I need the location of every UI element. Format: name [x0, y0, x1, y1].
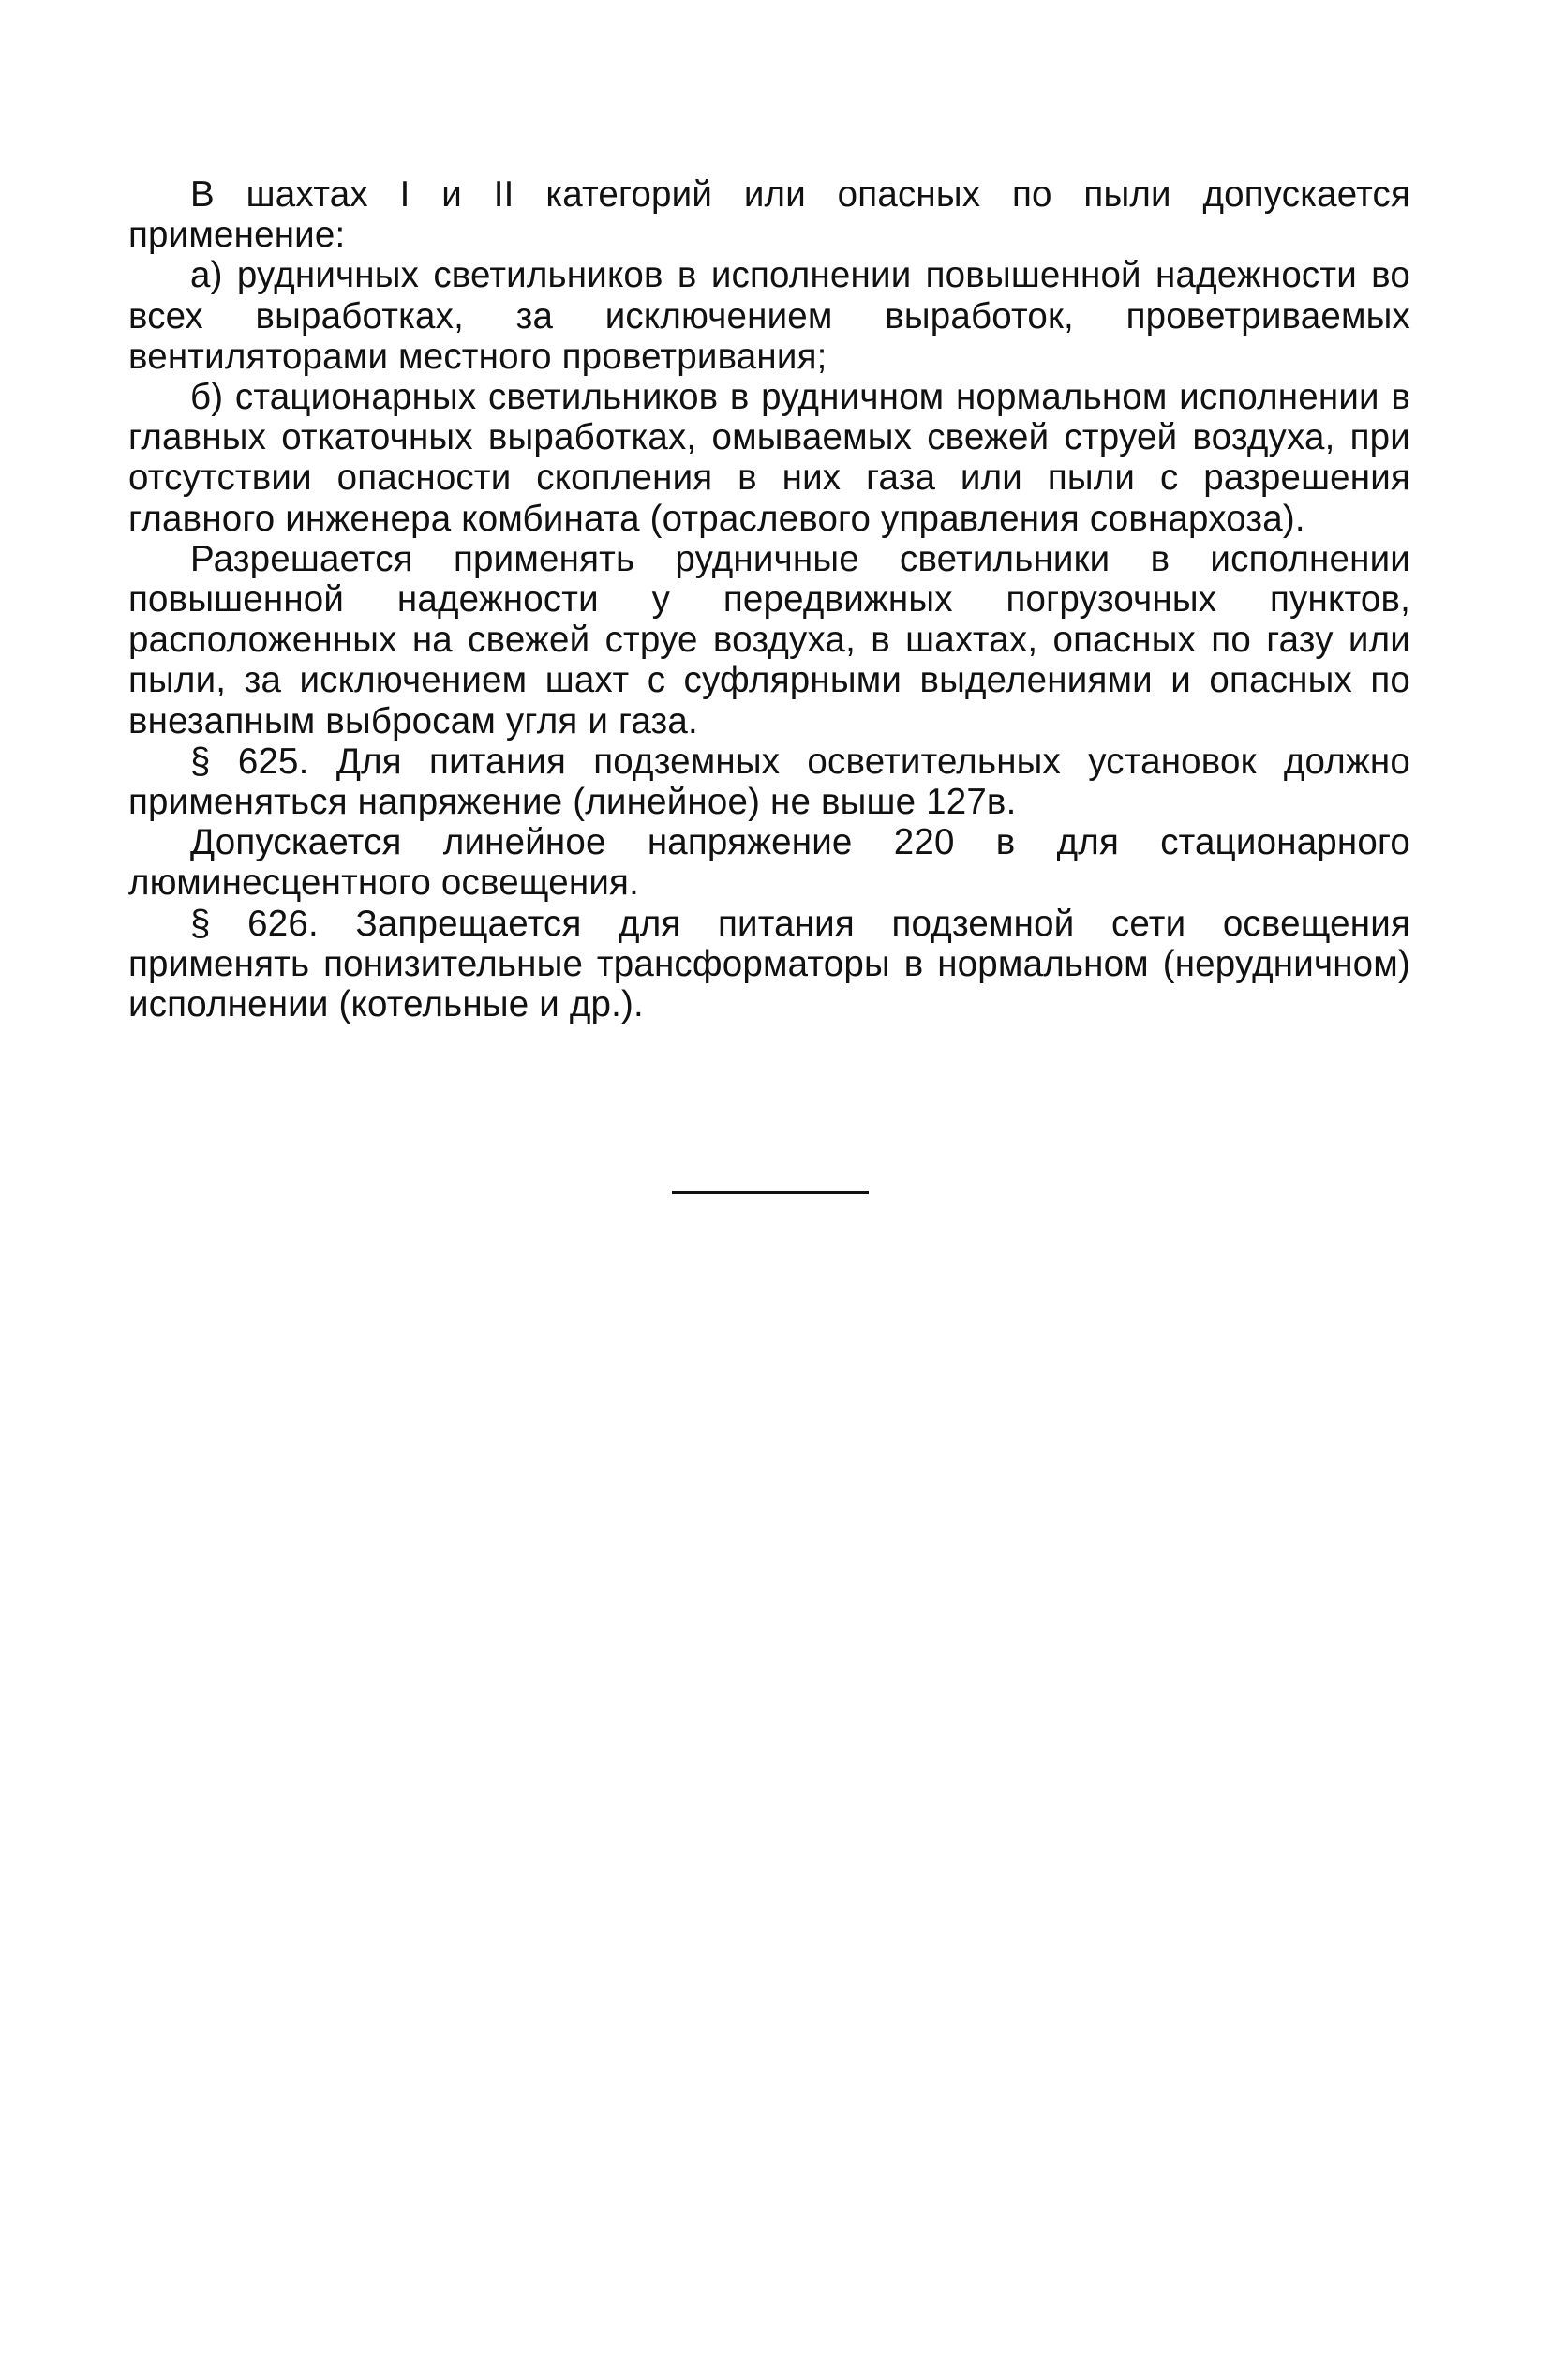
paragraph-voltage-220: Допускается линейное напряжение 220 в для стационарного люминесцентного освещения.: [128, 822, 1410, 904]
section-625-mark: § 625.: [190, 741, 309, 782]
section-626-mark: § 626.: [190, 903, 319, 944]
paragraph-item-b: б) стационарных светильников в рудничном нормальном исполнении в главных откаточных выработках, омываемых свежей струей воздуха, при отсутствии опасности скопления в них газа или пыли с разрешения главного инженера комбината (отраслевого управления совнархоза).: [128, 377, 1410, 539]
paragraph-item-a: а) рудничных светильников в исполнении повышенной надежности во всех выработках, за исключением выработок, проветриваемых вентиляторами местного проветривания;: [128, 255, 1410, 377]
section-625-text: Для питания подземных осветительных установок должно применяться напряжение (линейное) не выше 127в.: [128, 741, 1411, 823]
paragraph-intro: В шахтах I и II категорий или опасных по пыли допускается применение:: [128, 174, 1410, 256]
document-body: [128, 174, 1410, 1025]
section-625: [128, 741, 1410, 822]
section-626: [128, 904, 1410, 1025]
end-divider-line: [672, 1191, 869, 1194]
section-626-text: Запрещается для питания подземной сети освещения применять понизительные трансформаторы в нормальном (нерудничном) исполнении (котельные и др.).: [128, 903, 1410, 1025]
paragraph-permission: Разрешается применять рудничные светильники в исполнении повышенной надежности у передвижных погрузочных пунктов, расположенных на свежей струе воздуха, в шахтах, опасных по газу или пыли, за исключением шахт с суфлярными выделениями и опасных по внезапным выбросам угля и газа.: [128, 538, 1410, 741]
